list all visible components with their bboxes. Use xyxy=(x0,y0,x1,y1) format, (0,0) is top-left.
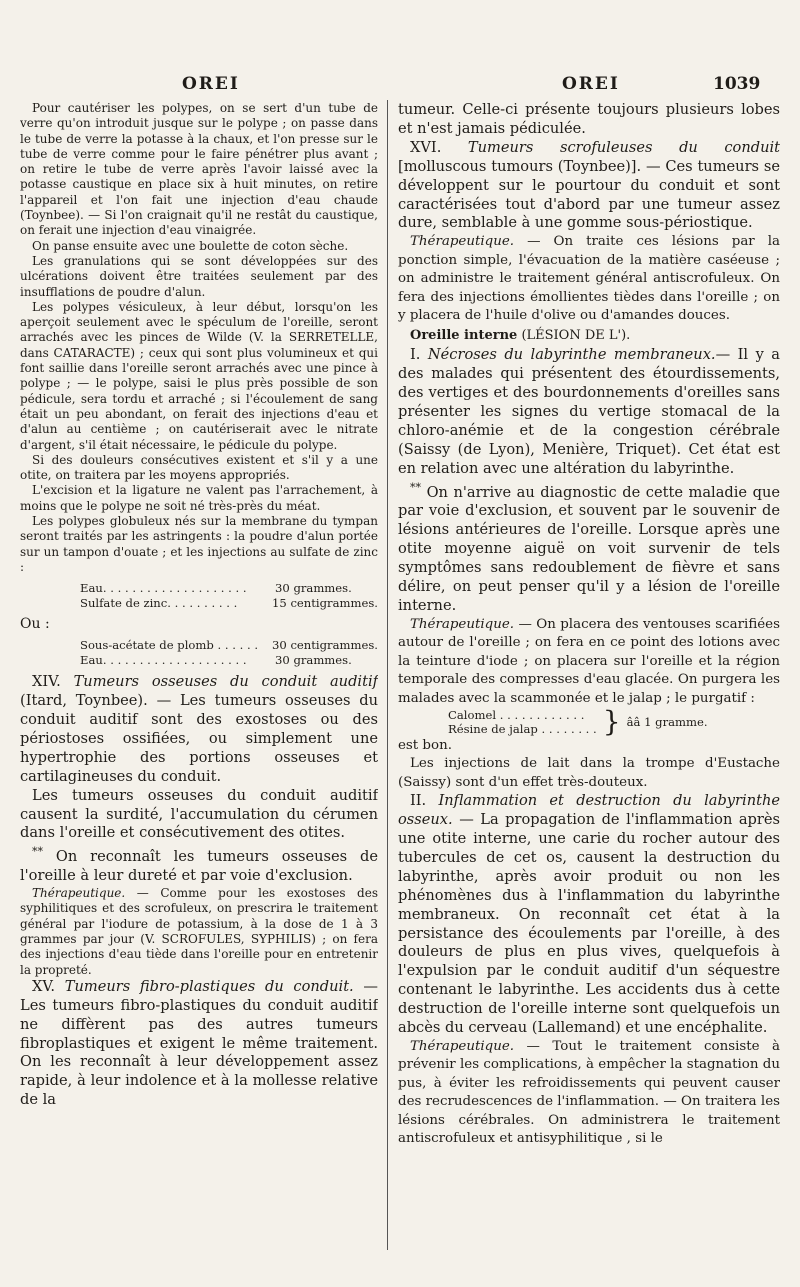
section-number: XV. xyxy=(32,977,56,995)
section-number: II. xyxy=(410,792,427,810)
therapeutics-label: Thérapeutique. xyxy=(410,616,515,632)
right-column xyxy=(398,101,780,1281)
section-text: (Itard, Toynbee). — Les tumeurs osseuses du conduit auditif sont des exostoses ou des périostoses ossifiées, ou simplement une hypertrophie des portions osseuses et cartilagineuses du conduit. xyxy=(20,692,378,785)
therapeutics xyxy=(398,233,780,325)
therapeutics-text: — Tout le traitement consiste à prévenir les complications, à empêcher la stagnation du pus, à éviter les refroidissements qui peuvent causer des recrudescences de l'inflammation. — On traitera les lésions cérébrales. On administrera le traitement antiscrofuleux et antisyphilitique , si le xyxy=(398,1038,780,1146)
brace-icon: } xyxy=(602,705,621,739)
rx-ingredient: Eau. . . . . . . . . . . . . . . . . . . . xyxy=(80,652,247,667)
rx-ingredient: Calomel . . . . . . . . . . . . xyxy=(448,707,585,722)
rx-ingredient: Eau. . . . . . . . . . . . . . . . . . . . xyxy=(80,581,247,596)
therapeutics xyxy=(20,886,378,978)
therapeutics-label: Thérapeutique. xyxy=(410,1038,515,1054)
paragraph: On panse ensuite avec une boulette de coton sèche. xyxy=(32,238,349,253)
section-text: [molluscous tumours (Toynbee)]. — Ces tumeurs se développent sur le pourtour du conduit et sont caractérisées tout d'abord par une tumeur assez dure, semblable à une gomme sous-périostique. xyxy=(398,157,780,232)
paragraph-text: On reconnaît les tumeurs osseuses de l'oreille à leur dureté et par voie d'exclusion. xyxy=(20,848,378,885)
rx-ingredient: Résine de jalap . . . . . . . . xyxy=(448,722,597,737)
paragraph: Pour cautériser les polypes, on se sert d'un tube de verre qu'on introduit jusque sur le polype ; on passe dans le tube de verre la potasse à la chaux, et l'on presse sur le tube de verre comme pour le faire pénétrer plus avant ; on retire le tube de verre après l'avoir laissé avec la potasse caustique en place six à huit minutes, on retire l'appareil et l'on fait une injection d'eau chaude (Toynbee). — Si l'on craignait qu'il ne restât du caustique, on ferait une injection d'eau vinaigrée. xyxy=(20,101,378,238)
running-head-left: OREI xyxy=(182,74,240,94)
section-xv xyxy=(20,978,378,1110)
therapeutics-label: Thérapeutique. xyxy=(410,234,515,250)
section-text: — Il y a des malades qui présentent des étourdissements, des vertiges et des bourdonnements d'oreilles sans présenter les signes du vertige stomacal de la chloro-anémie et de la congestion cérébrale (Saissy (de Lyon), Menière, Triquet). Cet état est en relation avec une altération du labyrinthe. xyxy=(398,346,780,477)
paragraph: Les polypes vésiculeux, à leur début, lorsqu'on les aperçoit seulement avec le spéculum de l'oreille, seront arrachés avec les pinces de Wilde (V. la SERRETELLE, dans CATARACTE) ; ceux qui sont plus volumineux et qui font saillie dans l'oreille seront arrachés avec une pince à polype ; — le polype, saisi le plus près possible de son pédicule, sera tordu et arraché ; si l'écoulement de sang était un peu abondant, on ferait des injections d'eau et d'alun au centième ; on cautériserait avec le nitrate d'argent, s'il était nécessaire, le pédicule du polype. xyxy=(20,299,378,452)
section-number: XVI. xyxy=(410,138,442,156)
prescription-2 xyxy=(20,638,378,667)
rx-quantity: 30 centigrammes. xyxy=(272,638,378,653)
rx-quantity: ââ 1 gramme. xyxy=(626,715,708,730)
paragraph-text: On n'arrive au diagnostic de cette maladie que par voie d'exclusion, et souvent par le souvenir de lésions antérieures de l'oreille. Lorsque après une otite moyenne aiguë on voit survenir de tels symptômes sans redoublement de fièvre et sans délire, on peut penser qu'il y a lésion de l'oreille interne. xyxy=(398,483,780,615)
paragraph: L'excision et la ligature ne valent pas l'arrachement, à moins que le polype ne soit né très-près du méat. xyxy=(20,483,378,513)
section-xiv xyxy=(20,673,378,786)
section-text: — La propagation de l'inflammation après une otite interne, une carie du rocher autour des tubercules de cet os, causent la destruction du labyrinthe, après avoir produit ou non les phénomènes dus à l'inflammation du labyrinthe membraneux. On reconnaît cet état à la persistance des écoulements par l'oreille, à des douleurs de plus en plus vives, quelquefois à l'expulsion par le conduit auditif d'un séquestre contenant le labyrinthe. Les accidents dus à cette destruction de l'oreille interne sont quelquefois un abcès du cerveau (Lallemand) et une encéphalite. xyxy=(398,811,780,1037)
paragraph: Les granulations qui se sont développées sur des ulcérations doivent être traitées seulement par des insufflations de poudre d'alun. xyxy=(20,253,378,299)
asterism-icon: ** xyxy=(32,845,43,859)
section-text: — Les tumeurs fibro-plastiques du conduit auditif ne diffèrent pas des autres tumeurs fibroplastiques et exigent le même traitement. On les reconnaît à leur développement assez rapide, à leur indolence et à la mollesse relative de la xyxy=(20,977,378,1109)
left-column xyxy=(20,101,378,1281)
therapeutics-text: — On placera des ventouses scarifiées autour de l'oreille ; on fera en ce point des lotions avec la teinture d'iode ; on placera sur l'oreille et la région temporale des compresses d'eau glacée. On purgera les malades avec la scammonée et le jalap ; le purgatif : xyxy=(398,616,780,706)
running-head-right: OREI xyxy=(562,74,620,94)
section-title: Tumeurs osseuses du conduit auditif xyxy=(73,673,378,691)
asterism-icon: ** xyxy=(410,480,421,494)
therapeutics-text: — Comme pour les exostoses des syphilitiques et des scrofuleux, on prescrira le traitement général par l'iodure de potassium, à la dose de 1 à 3 grammes par jour (V. SCROFULES, SYPHILIS) ; on fera des injections d'eau tiède dans l'oreille pour en entretenir la propreté. xyxy=(20,886,378,977)
rx-ingredient: Sous-acétate de plomb . . . . . . xyxy=(80,638,259,653)
prescription-1 xyxy=(20,581,378,610)
section-number: XIV. xyxy=(32,673,61,691)
paragraph: Les injections de lait dans la trompe d'Eustache (Saissy) sont d'un effet très-douteux. xyxy=(398,756,780,790)
section-xvi xyxy=(398,139,780,234)
section-title: Nécroses du labyrinthe membraneux. xyxy=(427,346,716,364)
section-title: Inflammation et destruction du labyrinthe osseux. xyxy=(398,792,780,829)
section-number: I. xyxy=(410,346,421,364)
paragraph: est bon. xyxy=(398,737,452,753)
paragraph: Les tumeurs osseuses du conduit auditif causent la surdité, l'accumulation du cérumen dans l'oreille et consécutivement des otites. xyxy=(20,786,378,842)
paragraph xyxy=(20,843,378,886)
section-ii xyxy=(398,792,780,1038)
therapeutics xyxy=(398,616,780,708)
paragraph xyxy=(398,479,780,616)
prescription-3 xyxy=(398,705,780,739)
section-title: Tumeurs fibro-plastiques du conduit. xyxy=(64,977,354,995)
section-heading-rest: (LÉSION DE L'). xyxy=(521,328,631,344)
column-rule xyxy=(387,100,388,1250)
rx-quantity: 15 centigrammes. xyxy=(272,595,378,610)
section-heading xyxy=(398,327,780,344)
page-number: 1039 xyxy=(713,74,761,94)
rx-ingredient: Sulfate de zinc. . . . . . . . . . xyxy=(80,595,238,610)
rx-quantity: 30 grammes. xyxy=(275,581,352,596)
therapeutics-text: — On traite ces lésions par la ponction simple, l'évacuation de la matière caséeuse ; on administre le traitement général antiscrofuleux. On fera des injections émollientes tièdes dans l'oreille ; on y placera de l'huile d'olive ou d'amandes douces. xyxy=(398,234,780,323)
therapeutics xyxy=(398,1038,780,1148)
section-title: Tumeurs scrofuleuses du conduit xyxy=(467,138,780,156)
paragraph: tumeur. Celle-ci présente toujours plusieurs lobes et n'est jamais pédiculée. xyxy=(398,101,780,137)
therapeutics-label: Thérapeutique. xyxy=(32,886,126,901)
or-label: Ou : xyxy=(20,616,50,633)
paragraph: Les polypes globuleux nés sur la membrane du tympan seront traités par les astringents : la poudre d'alun portée sur un tampon d'ouate ; et les injections au sulfate de zinc : xyxy=(20,514,378,574)
section-heading-name: Oreille interne xyxy=(410,328,518,344)
paragraph: Si des douleurs consécutives existent et s'il y a une otite, on traitera par les moyens appropriés. xyxy=(20,452,378,483)
rx-quantity: 30 grammes. xyxy=(275,652,352,667)
section-i xyxy=(398,346,780,478)
